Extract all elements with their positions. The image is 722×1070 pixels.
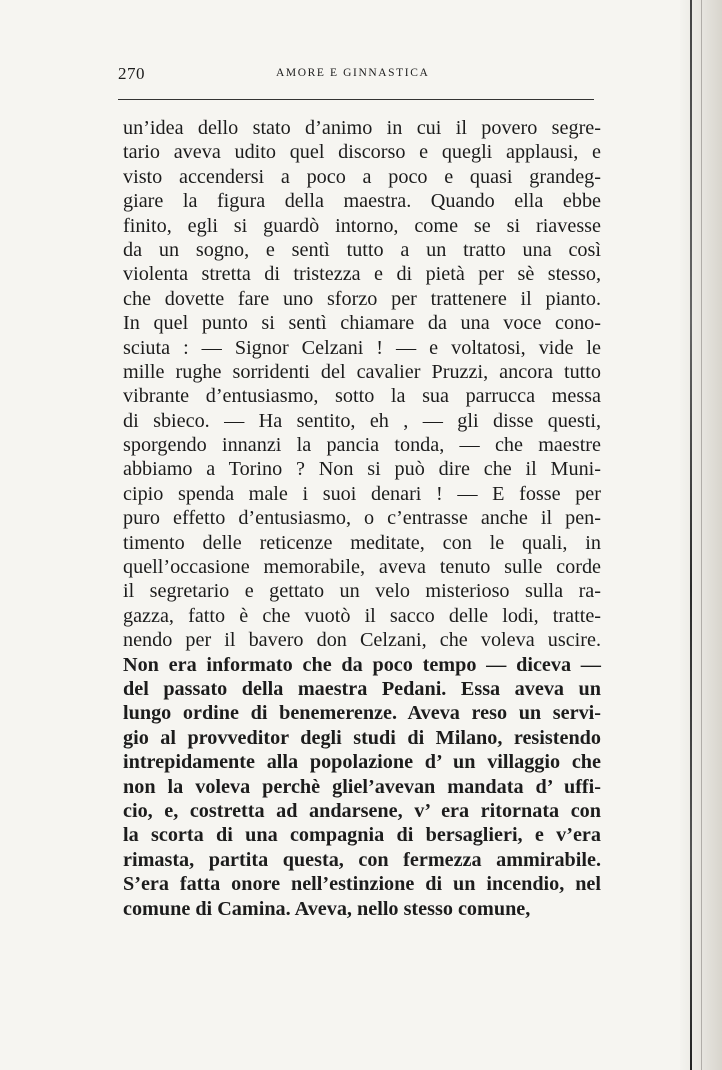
text-line: quell’occasione memorabile, aveva tenuto sulle corde (123, 556, 601, 579)
text-line: In quel punto si sentì chiamare da una voce cono- (123, 312, 601, 335)
text-line: abbiamo a Torino ? Non si può dire che il Muni- (123, 458, 601, 481)
header-rule (118, 99, 594, 100)
text-line: che dovette fare uno sforzo per trattenere il pianto. (123, 287, 601, 310)
text-line: non la voleva perchè gliel’avevan mandata d’ uffi- (123, 775, 601, 798)
page-number: 270 (118, 64, 145, 83)
text-line: la scorta di una compagnia di bersaglieri, e v’era (123, 824, 601, 847)
text-line: da un sogno, e sentì tutto a un tratto una così (123, 238, 601, 261)
page-header (118, 64, 596, 88)
text-line: cipio spenda male i suoi denari ! — E fosse per (123, 482, 601, 505)
text-line: sporgendo innanzi la pancia tonda, — che maestre (123, 434, 601, 457)
text-line: lungo ordine di benemerenze. Aveva reso un servi- (123, 702, 601, 725)
text-line: sciuta : — Signor Celzani ! — e voltatosi, vide le (123, 336, 601, 359)
text-line: mille rughe sorridenti del cavalier Pruzzi, ancora tutto (123, 360, 601, 383)
body-text (123, 116, 601, 921)
text-line: gazza, fatto è che vuotò il sacco delle lodi, tratte- (123, 604, 601, 627)
text-line: del passato della maestra Pedani. Essa aveva un (123, 677, 601, 700)
text-line: S’era fatta onore nell’estinzione di un incendio, nel (123, 873, 601, 896)
text-line: timento delle reticenze meditate, con le quali, in (123, 531, 601, 554)
text-line: vibrante d’entusiasmo, sotto la sua parrucca messa (123, 385, 601, 408)
text-line: il segretario e gettato un velo misterioso sulla ra- (123, 580, 601, 603)
book-gutter-line (690, 0, 692, 1070)
text-line: finito, egli si guardò intorno, come se si riavesse (123, 214, 601, 237)
text-line: rimasta, partita questa, con fermezza ammirabile. (123, 848, 601, 871)
text-line: puro effetto d’entusiasmo, o c’entrasse anche il pen- (123, 507, 601, 530)
text-line: gio al provveditor degli studi di Milano, resistendo (123, 726, 601, 749)
text-line: un’idea dello stato d’animo in cui il povero segre- (123, 117, 601, 139)
running-title: AMORE E GINNASTICA (276, 67, 430, 79)
text-line: di sbieco. — Ha sentito, eh , — gli disse questi, (123, 409, 601, 432)
text-line: visto accendersi a poco a poco e quasi grandeg- (123, 165, 601, 188)
book-gutter-edge (701, 0, 702, 1070)
text-line: intrepidamente alla popolazione d’ un villaggio che (123, 751, 601, 774)
text-line: Non era informato che da poco tempo — diceva — (123, 653, 601, 676)
text-line: comune di Camina. Aveva, nello stesso comune, (123, 897, 531, 920)
text-line: cio, e, costretta ad andarsene, v’ era ritornata con (123, 799, 601, 822)
text-line: giare la figura della maestra. Quando ella ebbe (123, 190, 601, 213)
text-line: nendo per il bavero don Celzani, che voleva uscire. (123, 629, 601, 652)
text-line: tario aveva udito quel discorso e quegli applausi, e (123, 141, 601, 164)
text-line: violenta stretta di tristezza e di pietà per sè stesso, (123, 263, 601, 286)
